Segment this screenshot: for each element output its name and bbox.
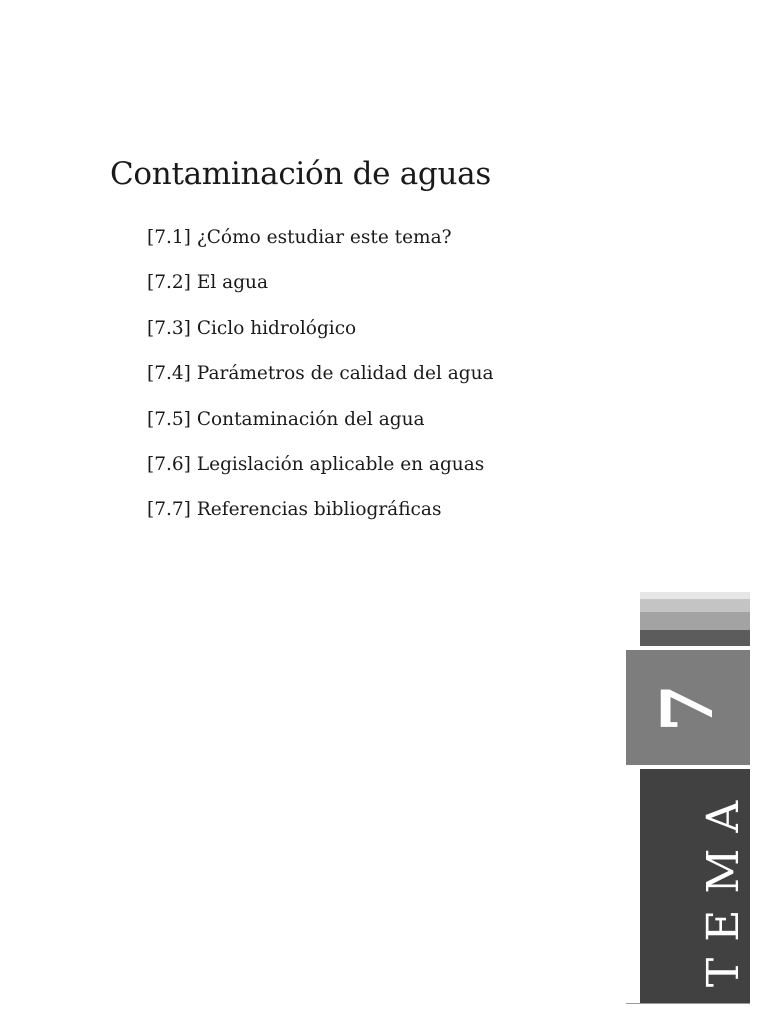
toc-item-number: [7.4]: [147, 363, 191, 385]
decor-stripe: [640, 630, 750, 646]
toc-item-number: [7.6]: [147, 453, 191, 475]
toc-item-number: [7.7]: [147, 499, 191, 521]
chapter-number-block: [626, 650, 750, 765]
toc-item-number: [7.5]: [147, 408, 191, 430]
toc-item-label: Referencias bibliográficas: [196, 499, 442, 521]
toc-item-label: El agua: [196, 272, 268, 294]
toc-item-7-7[interactable]: [147, 496, 494, 541]
decor-stripe: [640, 612, 750, 630]
page-title: Contaminación de aguas: [110, 156, 491, 192]
toc-item-7-1[interactable]: [147, 224, 494, 269]
toc-item-number: [7.3]: [147, 317, 191, 339]
chapter-number: 7: [646, 683, 729, 732]
toc-item-7-5[interactable]: [147, 406, 494, 451]
toc-item-number: [7.1]: [147, 227, 191, 248]
decor-stripe: [640, 592, 750, 599]
toc-item-label: Contaminación del agua: [196, 408, 425, 430]
toc-item-number: [7.2]: [147, 272, 191, 294]
toc-item-7-4[interactable]: [147, 360, 494, 405]
toc-item-label: ¿Cómo estudiar este tema?: [196, 227, 452, 248]
toc-item-label: Ciclo hidrológico: [196, 317, 357, 339]
toc-item-7-2[interactable]: [147, 269, 494, 314]
toc-item-7-3[interactable]: [147, 315, 494, 360]
table-of-contents: [147, 224, 494, 542]
chapter-label-block: [640, 769, 750, 1003]
toc-item-label: Parámetros de calidad del agua: [196, 363, 494, 385]
toc-item-label: Legislación aplicable en aguas: [196, 453, 485, 475]
decor-stripe: [640, 599, 750, 612]
divider: [626, 1003, 750, 1004]
toc-item-7-6[interactable]: [147, 451, 494, 496]
chapter-label: TEMA: [698, 784, 749, 988]
